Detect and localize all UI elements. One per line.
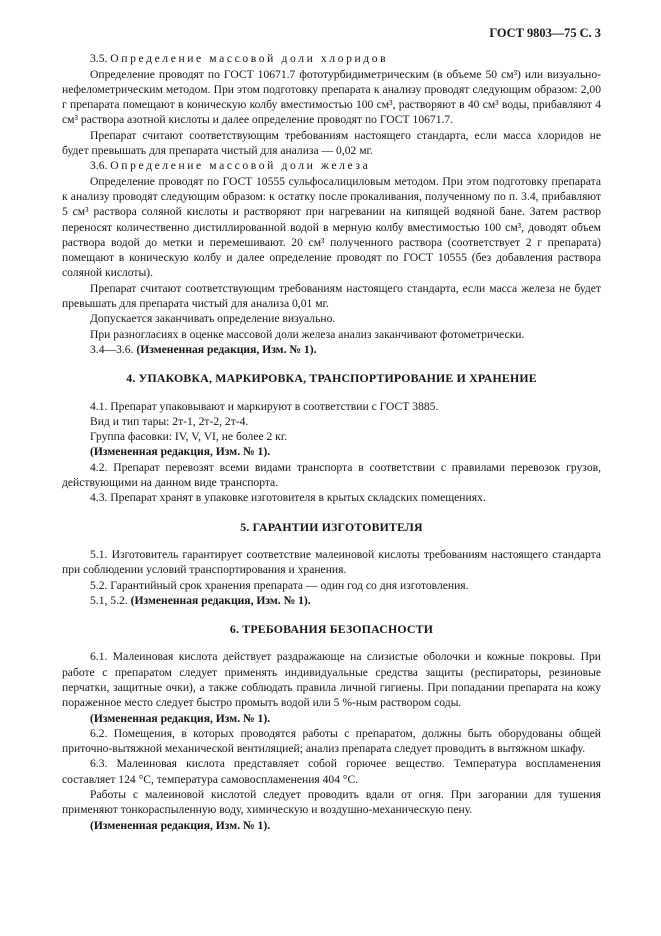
paragraph: Группа фасовки: IV, V, VI, не более 2 кг. bbox=[90, 430, 288, 444]
paragraph: Вид и тип тары: 2т-1, 2т-2, 2т-4. bbox=[90, 414, 249, 428]
section-3-6-heading bbox=[62, 158, 601, 173]
section-3-5 bbox=[62, 51, 601, 158]
edit-note bbox=[62, 342, 601, 357]
section-6 bbox=[62, 622, 601, 833]
paragraph: Определение проводят по ГОСТ 10555 сульфосалициловым методом. При этом подготовку препарата к анализу проводят следующим образом: к остатку после прокаливания, полученному по п. 3.4, прибавляют 5 см³ раствора соляной кислоты и растворяют при нагревании на кипящей водяной бане. Затем раствор переносят количественно дистиллированной водой в мерную колбу вместимостью 100 см³, доводят объем раствора водой до метки и перемешивают. 20 см³ полученного раствора (соответствует 2 г препарата) помещают в коническую колбу и далее определение проводят по ГОСТ 10555 (без добавления раствора соляной кислоты). bbox=[62, 174, 601, 280]
edit-note: (Измененная редакция, Изм. № 1). bbox=[90, 711, 271, 725]
page-header: ГОСТ 9803—75 С. 3 bbox=[489, 26, 601, 40]
section-5 bbox=[62, 520, 601, 608]
paragraph: Препарат считают соответствующим требованиям настоящего стандарта, если масса хлоридов не будет превышать для препарата чистый для анализа — 0,02 мг. bbox=[62, 128, 601, 158]
paragraph: 4.3. Препарат хранят в упаковке изготовителя в крытых складских помещениях. bbox=[90, 491, 486, 505]
paragraph: При разногласиях в оценке массовой доли железа анализ заканчивают фотометрически. bbox=[90, 327, 525, 341]
edit-note bbox=[62, 593, 601, 608]
edit-note: (Измененная редакция, Изм. № 1). bbox=[90, 445, 271, 459]
paragraph: 4.1. Препарат упаковывают и маркируют в соответствии с ГОСТ 3885. bbox=[90, 399, 439, 413]
edit-note-text: (Измененная редакция, Изм. № 1). bbox=[136, 342, 317, 356]
section-3-6-title: Определение массовой доли железа bbox=[110, 159, 371, 173]
paragraph: 6.3. Малеиновая кислота представляет собой горючее вещество. Температура воспламенения составляет 124 °С, температура самовоспламенения 404 °С. bbox=[62, 757, 601, 786]
section-3-5-heading bbox=[62, 51, 601, 66]
paragraph: 6.2. Помещения, в которых проводятся работы с препаратом, должны быть оборудованы общей приточно-вытяжной механической вентиляцией; анализ препарата следует проводить в вытяжном шкафу. bbox=[62, 726, 601, 756]
paragraph: Препарат считают соответствующим требованиям настоящего стандарта, если масса железа не будет превышать для препарата чистый для анализа 0,01 мг. bbox=[62, 281, 601, 311]
edit-note-ref: 5.1, 5.2. bbox=[90, 593, 128, 607]
edit-note-ref: 3.4—3.6. bbox=[90, 342, 134, 356]
section-4 bbox=[62, 371, 601, 505]
paragraph: 4.2. Препарат перевозят всеми видами транспорта в соответствии с правилами перевозок грузов, действующими на данном виде транспорта. bbox=[62, 460, 601, 490]
edit-note: (Измененная редакция, Изм. № 1). bbox=[90, 818, 271, 832]
edit-note-text: (Измененная редакция, Изм. № 1). bbox=[130, 593, 311, 607]
section-3-6-number: 3.6. bbox=[90, 159, 108, 173]
paragraph: Определение проводят по ГОСТ 10671.7 фототурбидиметрическим (в объеме 50 см³) или визуально-нефелометрическим методом. При этом подготовку препарата к анализу проводят следующим образом: 2,00 г препарата помещают в коническую колбу вместимостью 100 см³, растворяют в 40 см³ воды, прибавляют 4 см³ раствора азотной кислоты и далее определение проводят по ГОСТ 10671.7. bbox=[62, 67, 601, 127]
section-3-5-title: Определение массовой доли хлоридов bbox=[110, 52, 389, 66]
paragraph: 5.2. Гарантийный срок хранения препарата — один год со дня изготовления. bbox=[90, 578, 469, 592]
paragraph: 5.1. Изготовитель гарантирует соответствие малеиновой кислоты требованиям настоящего стандарта при соблюдении условий транспортирования и хранения. bbox=[62, 547, 601, 577]
paragraph: Работы с малеиновой кислотой следует проводить вдали от огня. При загорании для тушения применяют тонкораспыленную воду, химическую и воздушно-механическую пену. bbox=[62, 788, 601, 817]
paragraph: 6.1. Малеиновая кислота действует раздражающе на слизистые оболочки и кожные покровы. При работе с препаратом следует применять индивидуальные средства защиты (респираторы, резиновые перчатки, защитные очки), а также соблюдать правила личной гигиены. При попадании препарата на кожу пораженное место следует быстро промыть водой или 5 %-ным раствором соды. bbox=[62, 650, 601, 710]
paragraph: Допускается заканчивать определение визуально. bbox=[90, 312, 336, 326]
section-3-5-number: 3.5. bbox=[90, 52, 108, 66]
section-6-title: 6. ТРЕБОВАНИЯ БЕЗОПАСНОСТИ bbox=[229, 622, 434, 637]
section-5-title: 5. ГАРАНТИИ ИЗГОТОВИТЕЛЯ bbox=[240, 519, 423, 534]
section-3-6 bbox=[62, 158, 601, 357]
section-4-title: 4. УПАКОВКА, МАРКИРОВКА, ТРАНСПОРТИРОВАНИЕ И ХРАНЕНИЕ bbox=[126, 371, 537, 386]
